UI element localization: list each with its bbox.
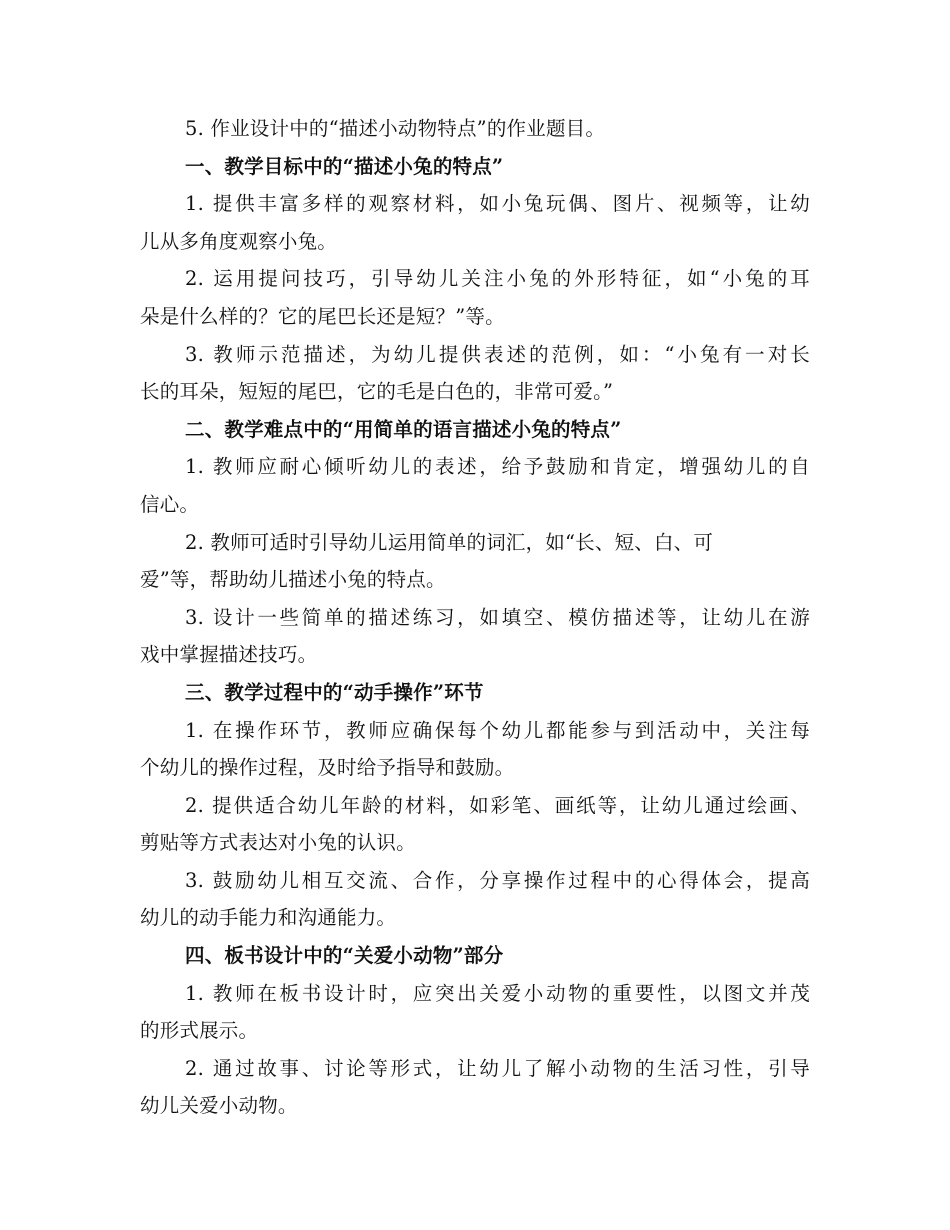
paragraph-line: 2. 运用提问技巧，引导幼儿关注小兔的外形特征，如“小兔的耳 [185, 267, 810, 291]
paragraph-line: 1. 提供丰富多样的观察材料，如小兔玩偶、图片、视频等，让幼 [185, 192, 810, 216]
paragraph-line: 幼儿的动手能力和沟通能力。 [140, 906, 397, 930]
paragraph-line: 信心。 [140, 492, 200, 516]
paragraph-line: 3. 教师示范描述，为幼儿提供表述的范例，如：“小兔有一对长 [185, 342, 810, 366]
paragraph-line: 儿从多角度观察小兔。 [140, 229, 338, 253]
paragraph-line: 2. 教师可适时引导幼儿运用简单的词汇，如“长、短、白、可 [185, 530, 714, 554]
paragraph-line: 剪贴等方式表达对小兔的认识。 [140, 831, 416, 855]
paragraph-line: 2. 提供适合幼儿年龄的材料，如彩笔、画纸等，让幼儿通过绘画、 [185, 793, 810, 817]
paragraph-line: 1. 教师应耐心倾听幼儿的表述，给予鼓励和肯定，增强幼儿的自 [185, 455, 810, 479]
paragraph-line: 长的耳朵，短短的尾巴，它的毛是白色的，非常可爱。” [140, 380, 614, 404]
paragraph-line: 1. 教师在板书设计时，应突出关爱小动物的重要性，以图文并茂 [185, 981, 810, 1005]
section-heading-4: 四、板书设计中的“关爱小动物”部分 [185, 944, 504, 968]
section-heading-3: 三、教学过程中的“动手操作”环节 [185, 680, 484, 704]
section-heading-1: 一、教学目标中的“描述小兔的特点” [185, 154, 504, 178]
paragraph-line: 1. 在操作环节，教师应确保每个幼儿都能参与到活动中，关注每 [185, 718, 810, 742]
paragraph-line: 爱”等，帮助幼儿描述小兔的特点。 [140, 568, 446, 592]
paragraph-line: 3. 设计一些简单的描述练习，如填空、模仿描述等，让幼儿在游 [185, 605, 810, 629]
paragraph-line: 戏中掌握描述技巧。 [140, 643, 318, 667]
document-body [140, 110, 810, 1125]
paragraph-line: 3. 鼓励幼儿相互交流、合作，分享操作过程中的心得体会，提高 [185, 868, 810, 892]
item-5-homework: 5. 作业设计中的“描述小动物特点”的作业题目。 [185, 117, 606, 140]
section-heading-2: 二、教学难点中的“用简单的语言描述小兔的特点” [185, 417, 622, 441]
paragraph-line: 的形式展示。 [140, 1019, 259, 1043]
paragraph-line: 2. 通过故事、讨论等形式，让幼儿了解小动物的生活习性，引导 [185, 1056, 810, 1080]
paragraph-line: 朵是什么样的？它的尾巴长还是短？”等。 [140, 304, 505, 328]
paragraph-line: 个幼儿的操作过程，及时给予指导和鼓励。 [140, 756, 515, 780]
paragraph-line: 幼儿关爱小动物。 [140, 1094, 298, 1118]
